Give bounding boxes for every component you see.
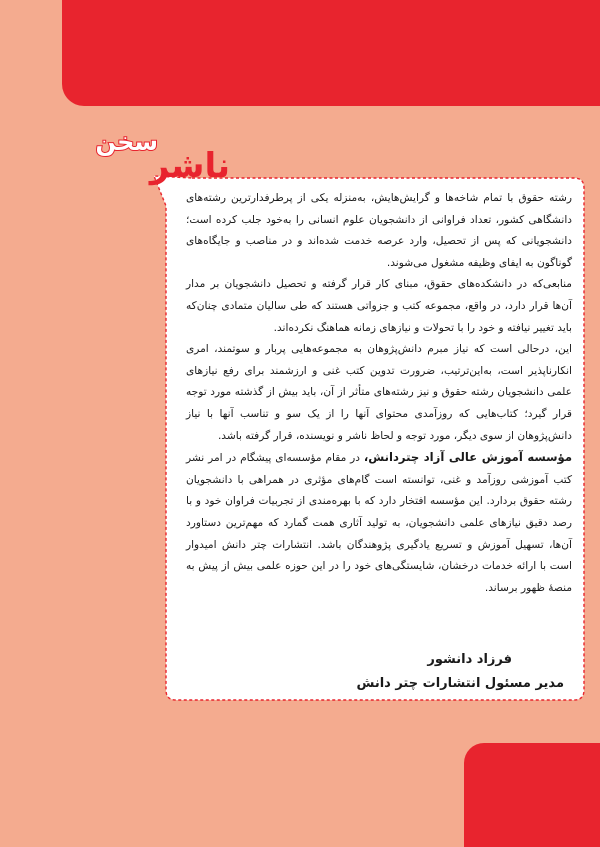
publisher-note-heading xyxy=(95,128,240,190)
paragraph-1: رشته حقوق با تمام شاخه‌ها و گرایش‌هایش، به‌منزله یکی از پرطرفدارترین رشته‌های دانشگاهی کشور، تعداد فراوانی از دانشجویان علوم انسانی را به‌خود جلب کرده است؛ دانشجویانی که پس از تحصیل، وارد عرصه خدمت شده‌اند و در مناصب و جایگاه‌های گوناگون به ایفای وظیفه مشغول می‌شوند. xyxy=(186,192,572,269)
foreword-text xyxy=(186,188,572,618)
paragraph-4 xyxy=(186,447,572,599)
signature-block xyxy=(186,648,564,696)
signature-role: مدیر مسئول انتشارات چتر دانش xyxy=(356,676,564,691)
paragraph-4-body: در مقام مؤسسه‌ای پیشگام در امر نشر کتب آموزشی روزآمد و غنی، توانسته است گام‌های مؤثری در همراهی با دانشجویان رشته حقوق بردارد. این مؤسسه افتخار دارد که با بهره‌مندی از تجربیات فراوان خود و با رصد دقیق نیازهای علمی دانشجویان، به تولید آثاری همت گمارد که مهم‌ترین دستاورد آن‌ها، تسهیل آموزش و تسریع یادگیری پژوهندگان باشد. انتشارات چتر دانش امیدوار است با ارائه خدمات درخشان، شایستگی‌های خود را در این حوزه علمی بیش از پیش به منصهٔ ظهور برساند. xyxy=(186,452,572,594)
signature-name: فرزاد دانشور xyxy=(427,652,512,667)
paragraph-3: این، درحالی است که نیاز مبرم دانش‌پژوهان به مجموعه‌هایی پربار و سوتمند، امری انکارناپذیر است، به‌این‌ترتیب، ضرورت تدوین کتب غنی و ارزشمند برای رفع نیازهای علمی دانشجویان رشته حقوق و نیز رشته‌های متأثر از آن، باید بیش از گذشته مورد توجه قرار گیرد؛ کتاب‌هایی که روزآمدی محتوای آنها را از یک سو و تناسب آنها با نیاز دانش‌پژوهان از سوی دیگر، مورد توجه و لحاظ ناشر و نویسنده، قرار گرفته باشد. xyxy=(186,343,572,442)
heading-word-1: سخن xyxy=(95,128,158,156)
paragraph-2: منابعی‌که در دانشکده‌های حقوق، مبنای کار قرار گرفته و تحصیل دانشجویان بر مدار آن‌ها قرار دارد، در واقع، مجموعه کتب و جزواتی هستند که طی سالیان متمادی چنان‌که باید تغییر نیافته و خود را با تحولات و نیازهای زمانه هماهنگ نکرده‌اند. xyxy=(186,278,572,334)
heading-word-2: ناشر xyxy=(149,146,230,186)
institute-name: مؤسسه آموزش عالی آزاد چتردانش، xyxy=(363,450,573,465)
